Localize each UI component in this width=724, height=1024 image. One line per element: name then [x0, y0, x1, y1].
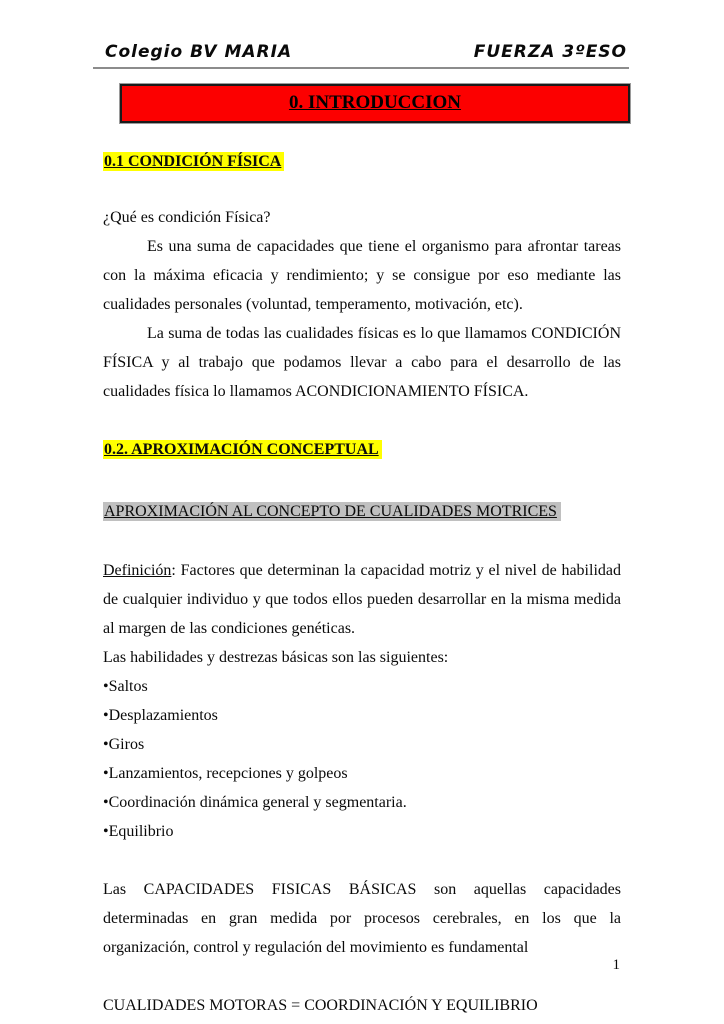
- section-0-1-heading: 0.1 CONDICIÓN FÍSICA: [103, 152, 284, 171]
- definition-text: : Factores que determinan la capacidad motriz y el nivel de habilidad de cualquier individuo y que todos ellos pueden desarrollar en la misma medida al margen de las condiciones genéticas.: [103, 562, 621, 637]
- section-0-2-subheading: APROXIMACIÓN AL CONCEPTO DE CUALIDADES MOTRICES: [103, 502, 561, 521]
- document-title: 0. INTRODUCCION: [288, 92, 462, 113]
- bullet-item: • Coordinación dinámica general y segmentaria.: [103, 788, 621, 817]
- bullet-item: • Giros: [103, 730, 621, 759]
- document-body: [103, 147, 621, 1020]
- bullet-list-intro: Las habilidades y destrezas básicas son las siguientes:: [103, 649, 449, 666]
- paragraph-capacidades-basicas: Las CAPACIDADES FISICAS BÁSICAS son aquellas capacidades determinadas en gran medida por procesos cerebrales, en los que la organización, control y regulación del movimiento es fundamental: [103, 881, 621, 956]
- bullet-item: • Desplazamientos: [103, 701, 621, 730]
- section-0-2-heading-row: [103, 435, 621, 464]
- page-content: [103, 42, 627, 1020]
- bullet-item: • Lanzamientos, recepciones y golpeos: [103, 759, 621, 788]
- header-course-name: FUERZA 3ºESO: [473, 42, 627, 62]
- paragraph-condicion-fisica: Es una suma de capacidades que tiene el organismo para afrontar tareas con la máxima eficacia y rendimiento; y se consigue por eso mediante las cualidades personales (voluntad, temperamento, motivación, etc).: [103, 238, 621, 313]
- section-0-2-heading: 0.2. APROXIMACIÓN CONCEPTUAL: [103, 440, 382, 459]
- section-0-2-subheading-row: [103, 497, 621, 526]
- question-line: ¿Qué es condición Física?: [103, 209, 271, 226]
- bullet-item: • Equilibrio: [103, 817, 621, 846]
- definition-label: Definición: [103, 562, 172, 579]
- equation-line: CUALIDADES MOTORAS = COORDINACIÓN Y EQUILIBRIO: [103, 997, 538, 1014]
- skills-bullet-list: [103, 672, 621, 846]
- title-banner: [120, 84, 630, 123]
- section-0-1-text: [103, 203, 621, 406]
- header-school-name: Colegio BV MARIA: [105, 42, 293, 62]
- page-number: 1: [612, 957, 620, 973]
- bullet-item: • Saltos: [103, 672, 621, 701]
- section-0-1-heading-row: [103, 147, 621, 176]
- paragraph-suma-cualidades: La suma de todas las cualidades físicas es lo que llamamos CONDICIÓN FÍSICA y al trabajo que podamos llevar a cabo para el desarrollo de las cualidades física lo llamamos ACONDICIONAMIENTO FÍSICA.: [103, 325, 621, 400]
- page-header: [93, 42, 629, 69]
- definition-paragraph: [103, 556, 621, 643]
